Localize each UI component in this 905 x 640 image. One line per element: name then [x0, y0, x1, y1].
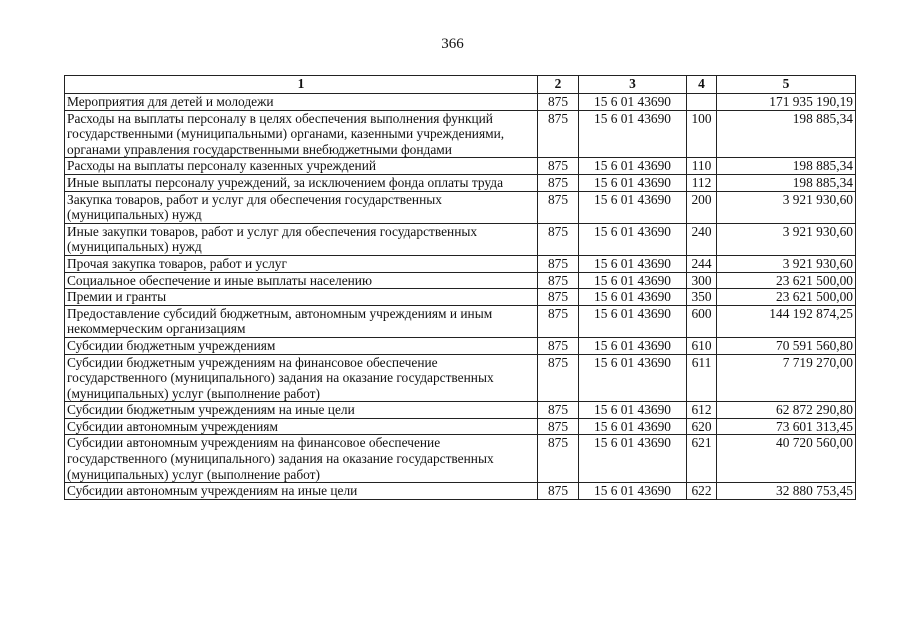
- row-csr-cell: 15 6 01 43690: [579, 191, 687, 223]
- column-header: 5: [717, 76, 856, 94]
- table-row: [65, 174, 856, 191]
- row-csr-cell: 15 6 01 43690: [579, 337, 687, 354]
- column-header: 2: [538, 76, 579, 94]
- row-ved-cell: 875: [538, 223, 579, 255]
- row-amount-cell: 23 621 500,00: [717, 289, 856, 306]
- row-name-cell: Субсидии автономным учреждениям на иные цели: [65, 483, 538, 500]
- row-vr-cell: 110: [687, 158, 717, 175]
- row-vr-cell: 600: [687, 305, 717, 337]
- row-csr-cell: 15 6 01 43690: [579, 418, 687, 435]
- table-row: [65, 402, 856, 419]
- row-ved-cell: 875: [538, 305, 579, 337]
- row-csr-cell: 15 6 01 43690: [579, 110, 687, 158]
- row-vr-cell: 611: [687, 354, 717, 402]
- row-amount-cell: 62 872 290,80: [717, 402, 856, 419]
- row-vr-cell: 300: [687, 272, 717, 289]
- row-amount-cell: 73 601 313,45: [717, 418, 856, 435]
- row-name-cell: Иные выплаты персоналу учреждений, за исключением фонда оплаты труда: [65, 174, 538, 191]
- table-row: [65, 255, 856, 272]
- row-vr-cell: 622: [687, 483, 717, 500]
- row-vr-cell: 620: [687, 418, 717, 435]
- row-name-cell: Расходы на выплаты персоналу казенных учреждений: [65, 158, 538, 175]
- row-vr-cell: 610: [687, 337, 717, 354]
- row-amount-cell: 198 885,34: [717, 158, 856, 175]
- row-name-cell: Прочая закупка товаров, работ и услуг: [65, 255, 538, 272]
- row-name-cell: Мероприятия для детей и молодежи: [65, 94, 538, 111]
- row-ved-cell: 875: [538, 337, 579, 354]
- row-csr-cell: 15 6 01 43690: [579, 255, 687, 272]
- row-amount-cell: 23 621 500,00: [717, 272, 856, 289]
- row-amount-cell: 171 935 190,19: [717, 94, 856, 111]
- row-ved-cell: 875: [538, 272, 579, 289]
- row-vr-cell: 350: [687, 289, 717, 306]
- table-row: [65, 305, 856, 337]
- row-ved-cell: 875: [538, 402, 579, 419]
- row-name-cell: Закупка товаров, работ и услуг для обеспечения государственных (муниципальных) нужд: [65, 191, 538, 223]
- row-csr-cell: 15 6 01 43690: [579, 94, 687, 111]
- row-vr-cell: 621: [687, 435, 717, 483]
- row-amount-cell: 40 720 560,00: [717, 435, 856, 483]
- row-csr-cell: 15 6 01 43690: [579, 289, 687, 306]
- row-amount-cell: 198 885,34: [717, 110, 856, 158]
- row-name-cell: Социальное обеспечение и иные выплаты населению: [65, 272, 538, 289]
- row-name-cell: Субсидии автономным учреждениям: [65, 418, 538, 435]
- table-row: [65, 223, 856, 255]
- row-csr-cell: 15 6 01 43690: [579, 435, 687, 483]
- row-vr-cell: 612: [687, 402, 717, 419]
- table-row: [65, 94, 856, 111]
- table-row: [65, 110, 856, 158]
- row-csr-cell: 15 6 01 43690: [579, 174, 687, 191]
- table-row: [65, 483, 856, 500]
- table-header-row: [65, 76, 856, 94]
- row-ved-cell: 875: [538, 435, 579, 483]
- row-name-cell: Субсидии автономным учреждениям на финансовое обеспечение государственного (муниципального) задания на оказание государственных (муниципальных) услуг (выполнение работ): [65, 435, 538, 483]
- row-csr-cell: 15 6 01 43690: [579, 223, 687, 255]
- table-row: [65, 418, 856, 435]
- column-header: 1: [65, 76, 538, 94]
- row-amount-cell: 3 921 930,60: [717, 255, 856, 272]
- table-row: [65, 191, 856, 223]
- row-name-cell: Предоставление субсидий бюджетным, автономным учреждениям и иным некоммерческим организациям: [65, 305, 538, 337]
- row-csr-cell: 15 6 01 43690: [579, 305, 687, 337]
- table-row: [65, 435, 856, 483]
- table-row: [65, 289, 856, 306]
- column-header: 3: [579, 76, 687, 94]
- row-amount-cell: 3 921 930,60: [717, 223, 856, 255]
- row-ved-cell: 875: [538, 255, 579, 272]
- row-csr-cell: 15 6 01 43690: [579, 354, 687, 402]
- row-ved-cell: 875: [538, 158, 579, 175]
- row-vr-cell: 100: [687, 110, 717, 158]
- row-csr-cell: 15 6 01 43690: [579, 402, 687, 419]
- row-name-cell: Расходы на выплаты персоналу в целях обеспечения выполнения функций государственными (муниципальными) органами, казенными учреждениями, органами управления государственными внебюджетными фондами: [65, 110, 538, 158]
- row-csr-cell: 15 6 01 43690: [579, 158, 687, 175]
- row-amount-cell: 70 591 560,80: [717, 337, 856, 354]
- row-amount-cell: 144 192 874,25: [717, 305, 856, 337]
- row-name-cell: Субсидии бюджетным учреждениям на иные цели: [65, 402, 538, 419]
- row-vr-cell: 112: [687, 174, 717, 191]
- row-vr-cell: 240: [687, 223, 717, 255]
- row-ved-cell: 875: [538, 418, 579, 435]
- row-name-cell: Субсидии бюджетным учреждениям: [65, 337, 538, 354]
- row-vr-cell: 200: [687, 191, 717, 223]
- row-name-cell: Премии и гранты: [65, 289, 538, 306]
- column-header: 4: [687, 76, 717, 94]
- page-number: 366: [441, 36, 464, 52]
- table-row: [65, 158, 856, 175]
- row-amount-cell: 3 921 930,60: [717, 191, 856, 223]
- row-amount-cell: 7 719 270,00: [717, 354, 856, 402]
- row-name-cell: Субсидии бюджетным учреждениям на финансовое обеспечение государственного (муниципального) задания на оказание государственных (муниципальных) услуг (выполнение работ): [65, 354, 538, 402]
- row-amount-cell: 32 880 753,45: [717, 483, 856, 500]
- row-ved-cell: 875: [538, 354, 579, 402]
- row-vr-cell: [687, 94, 717, 111]
- row-amount-cell: 198 885,34: [717, 174, 856, 191]
- row-ved-cell: 875: [538, 94, 579, 111]
- table-row: [65, 337, 856, 354]
- table-row: [65, 354, 856, 402]
- row-ved-cell: 875: [538, 289, 579, 306]
- row-ved-cell: 875: [538, 191, 579, 223]
- row-ved-cell: 875: [538, 483, 579, 500]
- row-name-cell: Иные закупки товаров, работ и услуг для обеспечения государственных (муниципальных) нужд: [65, 223, 538, 255]
- row-csr-cell: 15 6 01 43690: [579, 272, 687, 289]
- budget-table: [64, 75, 856, 500]
- row-ved-cell: 875: [538, 174, 579, 191]
- row-ved-cell: 875: [538, 110, 579, 158]
- row-csr-cell: 15 6 01 43690: [579, 483, 687, 500]
- row-vr-cell: 244: [687, 255, 717, 272]
- table-row: [65, 272, 856, 289]
